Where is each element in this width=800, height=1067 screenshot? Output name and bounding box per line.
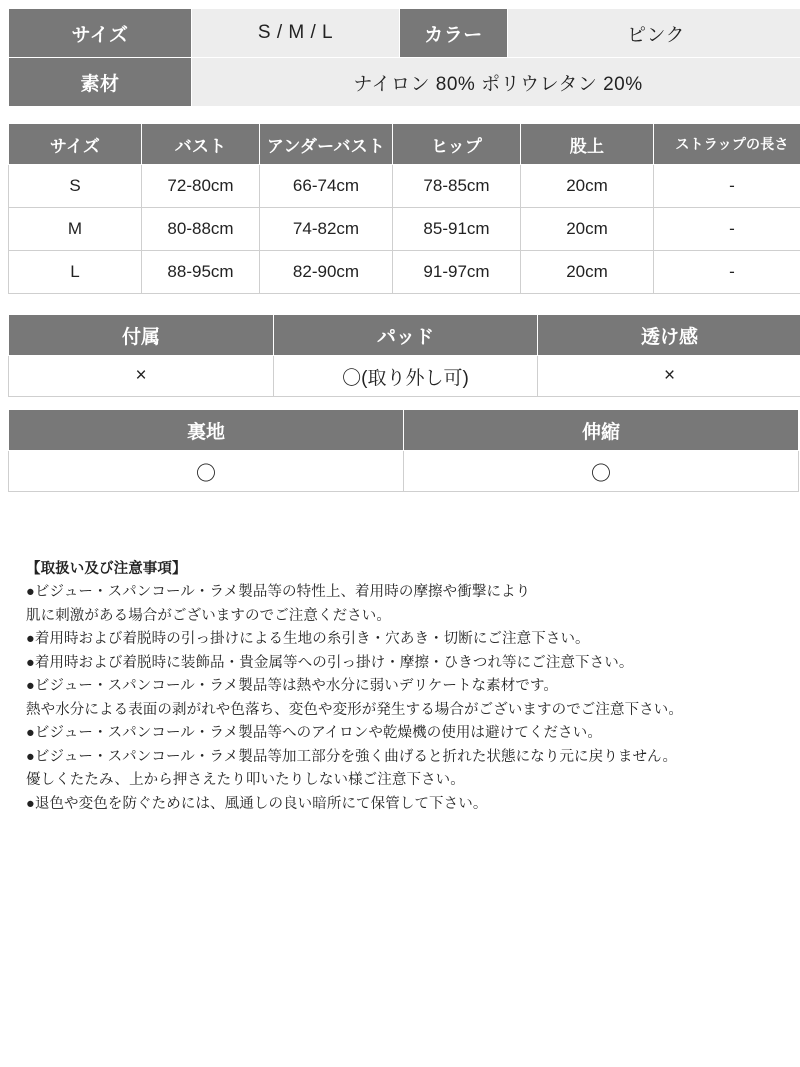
attr-header-accessory: 付属 <box>9 315 274 356</box>
attr-header-sheerness: 透け感 <box>538 315 800 356</box>
care-note-line: 優しくたたみ、上から押さえたり叩いたりしない様ご注意下さい。 <box>26 772 465 789</box>
care-note-line: ●ビジュー・スパンコール・ラメ製品等加工部分を強く曲げると折れた状態になり元に戻りません。 <box>26 748 678 765</box>
spec-value-material: ナイロン 80% ポリウレタン 20% <box>192 58 800 107</box>
size-cell: 80-88cm <box>142 208 260 251</box>
attribute-header-row <box>9 315 800 356</box>
spacer <box>8 107 792 123</box>
size-cell: - <box>654 165 800 208</box>
size-cell: S <box>9 165 142 208</box>
attr-value-sheerness: × <box>538 356 800 397</box>
size-chart-header-bust: バスト <box>142 124 260 165</box>
size-cell: 88-95cm <box>142 251 260 294</box>
care-note-line: ●退色や変色を防ぐためには、風通しの良い暗所にて保管して下さい。 <box>26 795 488 812</box>
size-chart-header-underbust: アンダーバスト <box>260 124 393 165</box>
care-note-line: 肌に刺激がある場合がございますのでご注意ください。 <box>26 607 391 624</box>
spacer <box>8 294 792 314</box>
size-chart-header-rise: 股上 <box>521 124 654 165</box>
size-cell: 82-90cm <box>260 251 393 294</box>
spacer <box>8 397 792 409</box>
care-note-line: ●ビジュー・スパンコール・ラメ製品等へのアイロンや乾燥機の使用は避けてください。 <box>26 725 602 742</box>
attr-value-pad: 〇(取り外し可) <box>274 356 538 397</box>
attr-value-lining: 〇 <box>9 451 404 492</box>
care-note-line: 熱や水分による表面の剥がれや色落ち、変色や変形が発生する場合がございますのでご注意下さい。 <box>26 701 683 718</box>
attribute-table-secondary <box>8 409 799 492</box>
care-note-line: ●着用時および着脱時に装飾品・貴金属等への引っ掛け・摩擦・ひきつれ等にご注意下さい。 <box>26 654 634 671</box>
table-row <box>9 208 800 251</box>
care-note-line: ●着用時および着脱時の引っ掛けによる生地の糸引き・穴あき・切断にご注意下さい。 <box>26 631 590 648</box>
attr-value-accessory: × <box>9 356 274 397</box>
table-row <box>9 9 800 58</box>
care-notes-title: 【取扱い及び注意事項】 <box>26 561 187 577</box>
table-row <box>9 451 799 492</box>
care-note-line: ●ビジュー・スパンコール・ラメ製品等は熱や水分に弱いデリケートな素材です。 <box>26 678 558 695</box>
size-chart-header-strap-length: ストラップの長さ <box>654 124 800 165</box>
size-cell: - <box>654 251 800 294</box>
attribute-table-primary <box>8 314 800 397</box>
spec-label-material: 素材 <box>9 58 192 107</box>
attr-header-stretch: 伸縮 <box>404 410 799 451</box>
attr-value-stretch: 〇 <box>404 451 799 492</box>
table-row <box>9 58 800 107</box>
size-chart-header-size: サイズ <box>9 124 142 165</box>
spec-value-color: ピンク <box>508 9 800 58</box>
size-chart-header-hip: ヒップ <box>393 124 521 165</box>
table-row <box>9 251 800 294</box>
care-notes <box>8 558 792 816</box>
size-cell: 78-85cm <box>393 165 521 208</box>
care-note-line: ●ビジュー・スパンコール・ラメ製品等の特性上、着用時の摩擦や衝撃により <box>26 584 531 601</box>
size-cell: L <box>9 251 142 294</box>
spec-label-color: カラー <box>400 9 508 58</box>
size-chart-table <box>8 123 800 294</box>
size-cell: 20cm <box>521 208 654 251</box>
spec-label-size: サイズ <box>9 9 192 58</box>
attribute-header-row <box>9 410 799 451</box>
size-cell: 91-97cm <box>393 251 521 294</box>
attr-header-lining: 裏地 <box>9 410 404 451</box>
table-row <box>9 165 800 208</box>
table-row <box>9 356 800 397</box>
size-cell: 66-74cm <box>260 165 393 208</box>
size-cell: - <box>654 208 800 251</box>
attr-header-pad: パッド <box>274 315 538 356</box>
spec-table <box>8 8 800 107</box>
size-cell: 74-82cm <box>260 208 393 251</box>
size-cell: 72-80cm <box>142 165 260 208</box>
spec-value-size: S / M / L <box>192 9 400 58</box>
size-cell: 20cm <box>521 251 654 294</box>
size-chart-header-row <box>9 124 800 165</box>
size-cell: M <box>9 208 142 251</box>
size-cell: 20cm <box>521 165 654 208</box>
size-cell: 85-91cm <box>393 208 521 251</box>
